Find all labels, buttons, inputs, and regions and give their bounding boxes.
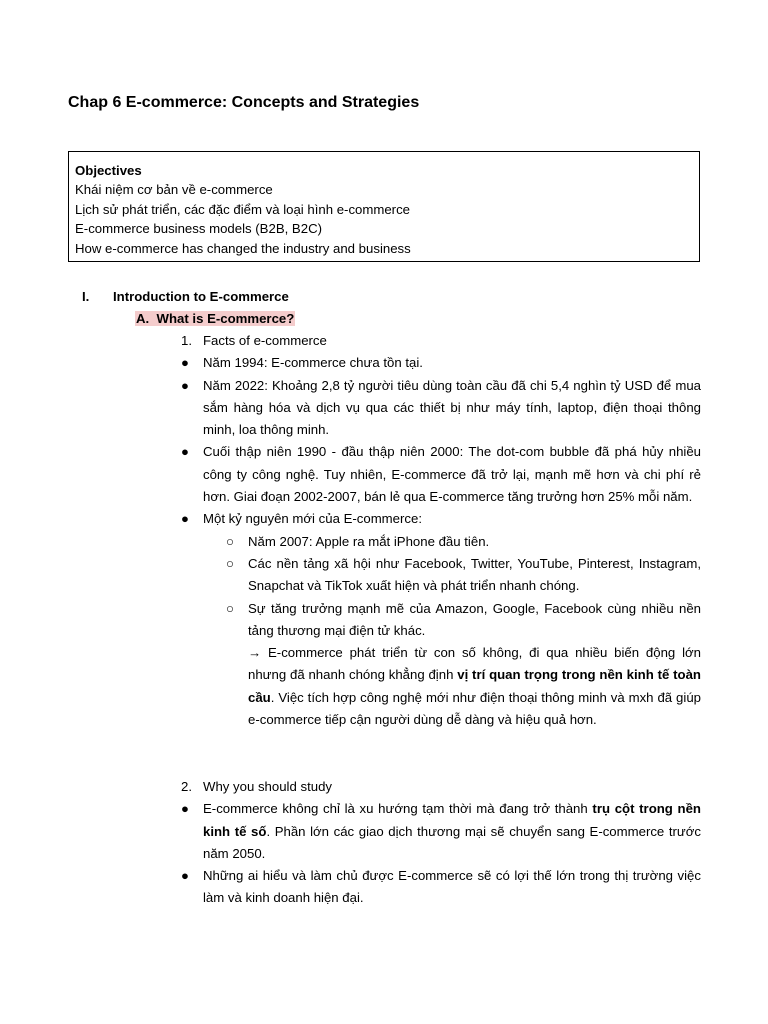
section-number: I. [82,289,90,304]
numbered-item [181,776,701,798]
list-item [181,865,701,910]
bullet-text-end: . Phần lớn các giao dịch thương mại sẽ chuyển sang E-commerce trước năm 2050. [203,823,701,861]
section-title: Introduction to E-commerce [113,289,289,304]
sub-list-item [181,598,701,643]
why-study-block [181,776,701,910]
objective-item: Lịch sử phát triển, các đặc điểm và loại hình e-commerce [75,201,411,217]
bullet-text: Năm 2022: Khoảng 2,8 tỷ người tiêu dùng toàn cầu đã chi 5,4 nghìn tỷ USD để mua sắm hàng hóa và dịch vụ qua các thiết bị như máy tính, laptop, điện thoại thông minh, loa thông minh. [203,377,701,438]
list-item [181,508,701,530]
facts-block [181,330,701,731]
objective-item: Khái niệm cơ bản về e-commerce [75,182,273,198]
bullet-text: Cuối thập niên 1990 - đầu thập niên 2000: The dot-com bubble đã phá hủy nhiều công ty công nghệ. Tuy nhiên, E-commerce đã trở lại, mạnh mẽ hơn và chi phí rẻ hơn. Giai đoạn 2002-2007, bán lẻ qua E-commerce tăng trưởng hơn 25% mỗi năm. [203,444,701,505]
page-title: Chap 6 E-commerce: Concepts and Strategies [68,94,420,111]
conclusion-text: → E-commerce phát triển từ con số không, đi qua nhiều biến động lớn nhưng đã nhanh chóng khẳng định [248,645,701,683]
sub-bullet-text: Các nền tảng xã hội như Facebook, Twitter, YouTube, Pinterest, Instagram, Snapchat và TikTok xuất hiện và phát triển nhanh chóng. [248,555,701,594]
bullet-text: E-commerce không chỉ là xu hướng tạm thời mà đang trở thành [203,801,593,817]
bullet-text: Năm 1994: E-commerce chưa tồn tại. [203,355,423,371]
bullet-icon: ● [181,511,189,527]
item-title: Why you should study [203,779,333,794]
numbered-item [181,330,701,352]
sub-list-item [181,531,701,553]
list-item [181,375,701,442]
section-heading [82,289,289,304]
subsection-title: What is E-commerce? [156,311,295,326]
objectives-heading: Objectives [75,163,142,178]
bullet-icon: ● [181,801,189,817]
list-item [181,352,701,374]
circle-bullet-icon: ○ [226,600,234,616]
circle-bullet-icon: ○ [226,533,234,549]
objective-item: E-commerce business models (B2B, B2C) [75,221,322,237]
objectives-box [68,151,700,262]
bullet-icon: ● [181,377,189,393]
bullet-icon: ● [181,355,189,371]
subsection-heading [135,311,295,326]
item-number: 1. [181,333,192,348]
conclusion-text-end: . Việc tích hợp công nghệ mới như điện thoại thông minh và mxh đã giúp e-commerce tiếp cận người dùng dễ dàng và hiệu quả hơn. [248,689,701,728]
list-item [181,441,701,508]
bullet-icon: ● [181,868,189,884]
item-number: 2. [181,779,192,794]
subsection-label: A. [136,311,150,326]
sub-list-item [181,553,701,598]
bullet-text: Một kỷ nguyên mới của E-commerce: [203,511,422,527]
conclusion-emphasis: vị trí quan trọng trong nền kinh tế toàn cầu [248,667,701,705]
bullet-text: Những ai hiểu và làm chủ được E-commerce sẽ có lợi thế lớn trong thị trường việc làm và kinh doanh hiện đại. [203,868,701,906]
circle-bullet-icon: ○ [226,555,234,571]
sub-bullet-text: Sự tăng trưởng mạnh mẽ của Amazon, Google, Facebook cùng nhiều nền tảng thương mại điện tử khác. [248,600,701,638]
objective-item: How e-commerce has changed the industry and business [75,240,411,256]
bullet-icon: ● [181,444,189,460]
sub-bullet-text: Năm 2007: Apple ra mắt iPhone đầu tiên. [248,533,490,549]
list-item [181,798,701,865]
conclusion-paragraph [181,642,701,731]
bullet-emphasis: trụ cột trong nền kinh tế số [203,801,701,839]
item-title: Facts of e-commerce [203,333,327,348]
